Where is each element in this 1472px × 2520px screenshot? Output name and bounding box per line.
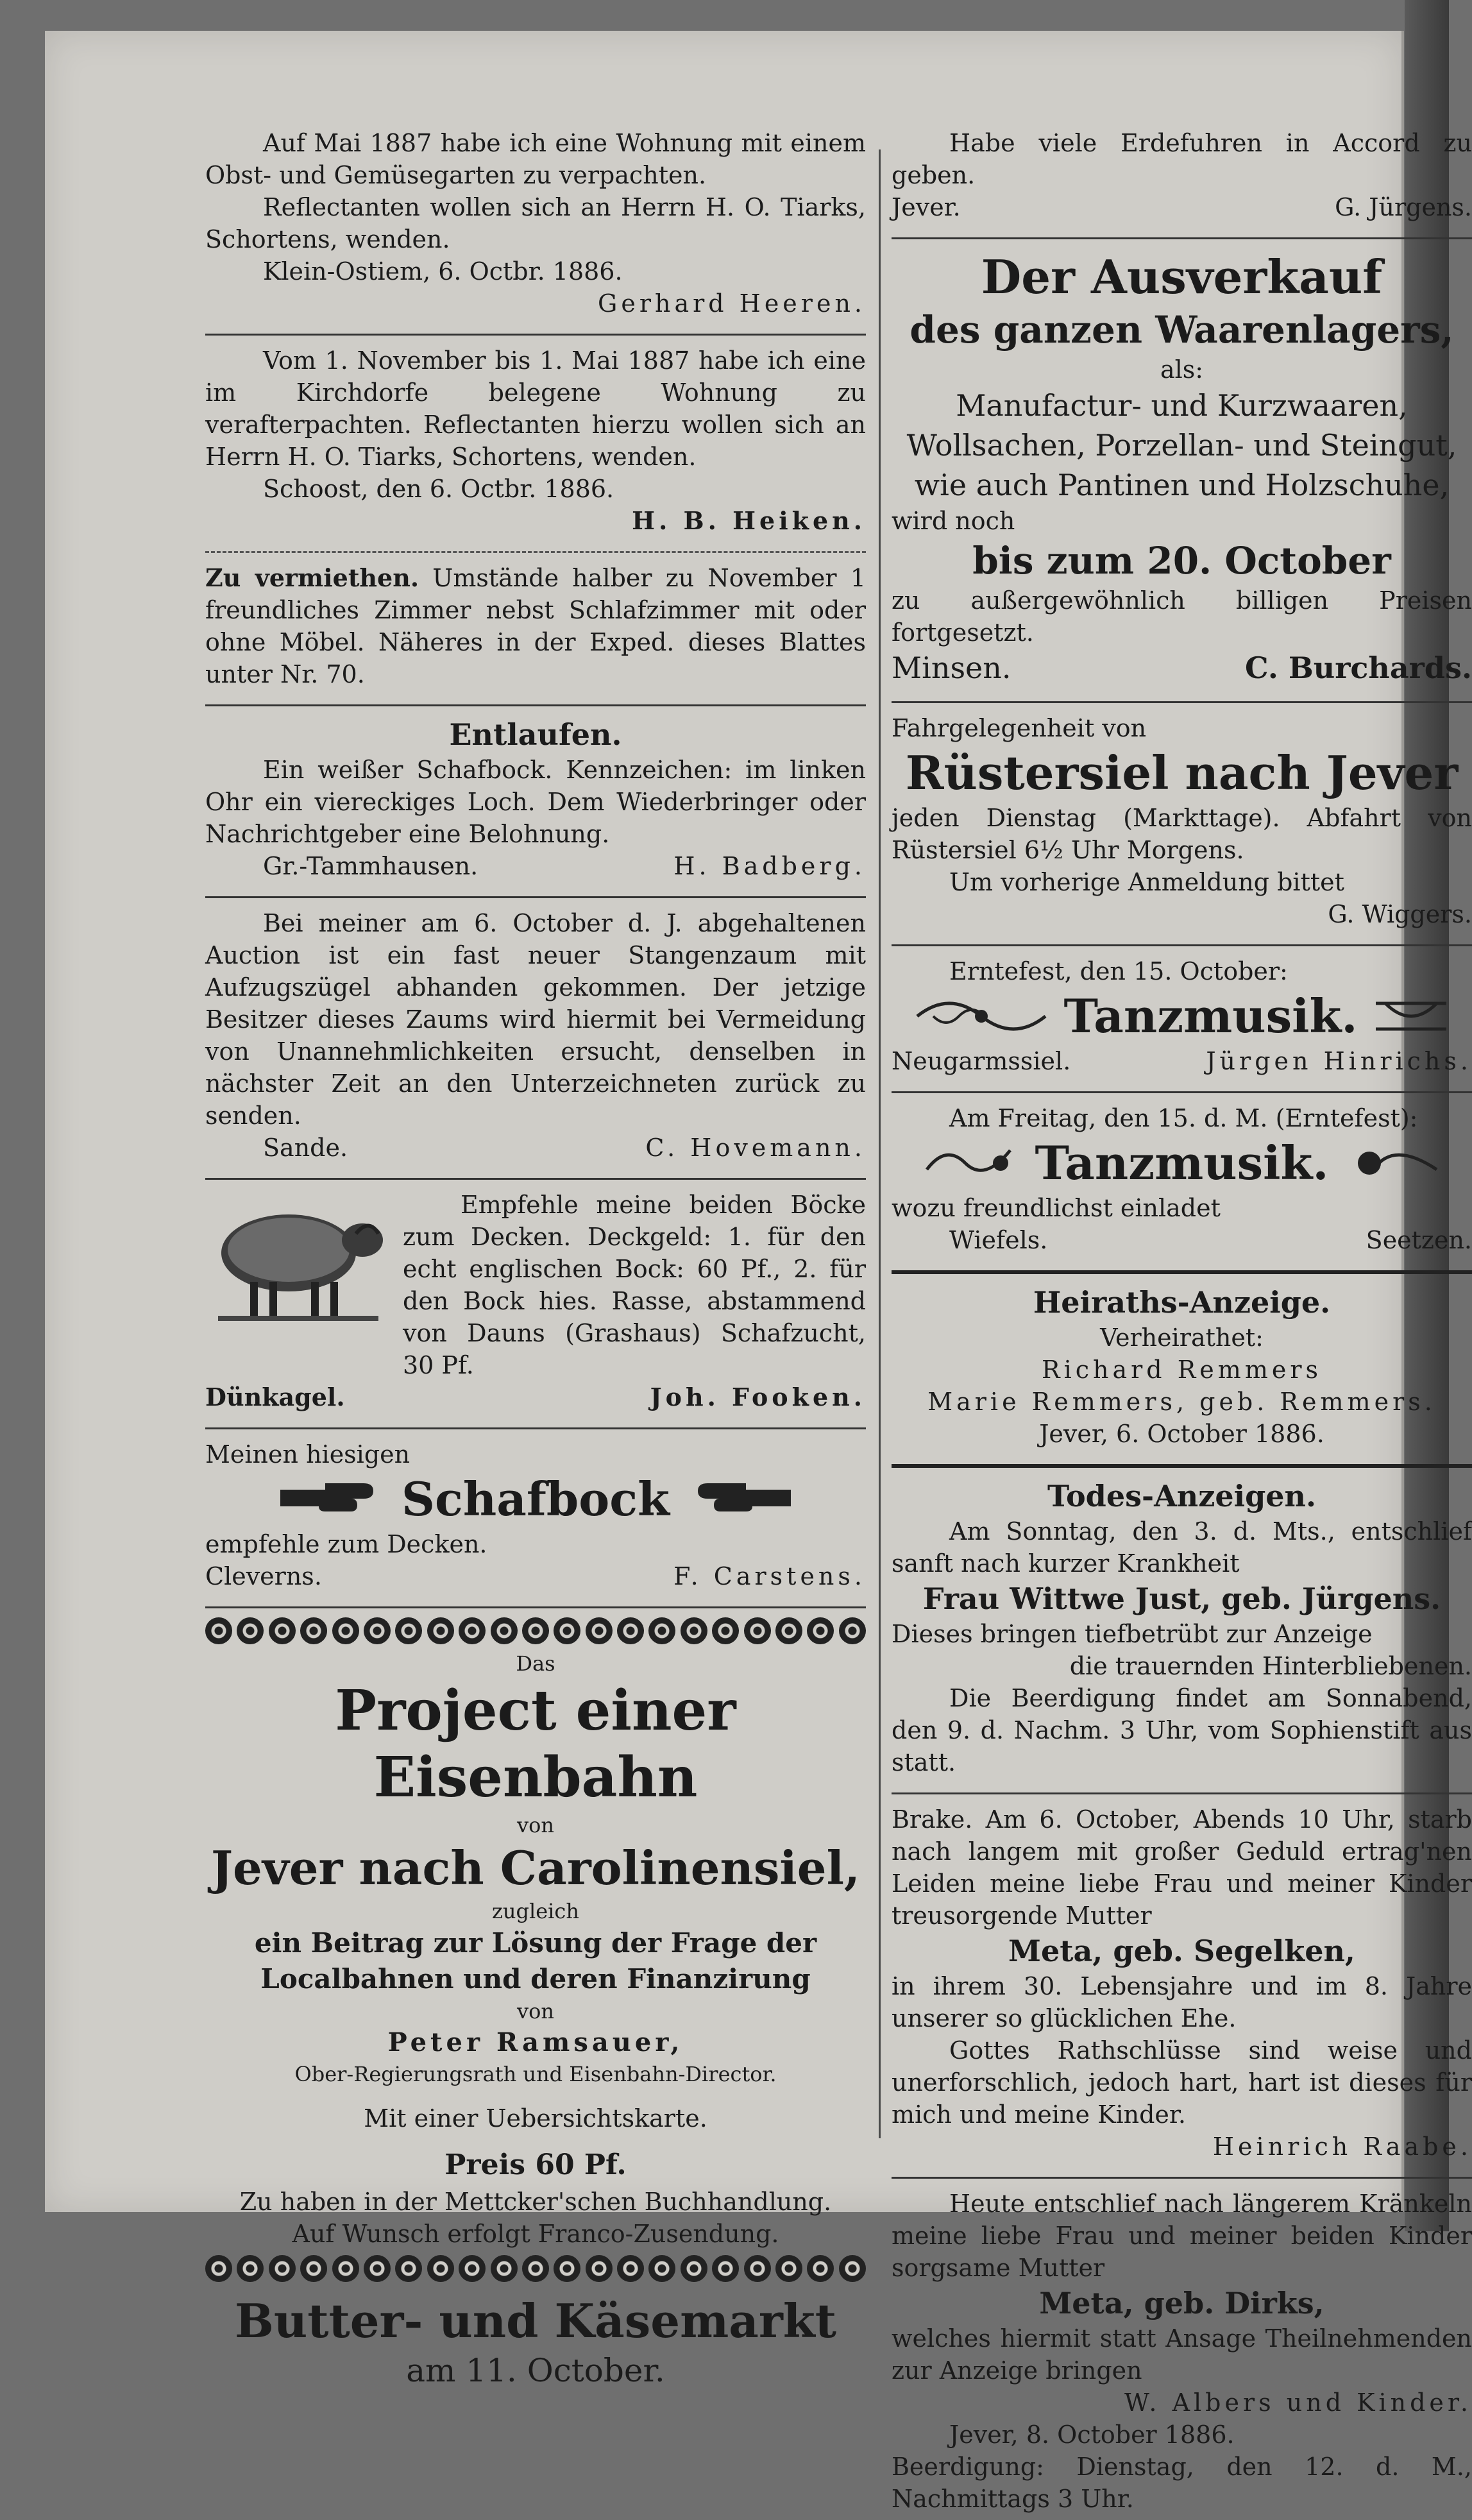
divider	[205, 334, 866, 336]
ad-text: Dieses bringen tiefbetrübt zur Anzeige	[892, 1620, 1373, 1648]
signer: Heinrich Raabe.	[1212, 2133, 1472, 2161]
book-price: Preis 60 Pf.	[444, 2149, 627, 2181]
ornament-border-top	[205, 1617, 866, 1644]
sale-title1: Der Ausverkauf	[981, 250, 1383, 304]
ad-title: Tanzmusik.	[1063, 989, 1358, 1043]
ad-text: jeden Dienstag (Markttage). Abfahrt von Rüstersiel 6½ Uhr Morgens.	[892, 804, 1472, 864]
place: Gr.-Tammhausen.	[263, 852, 478, 880]
ad-death-dirks	[892, 2188, 1472, 2520]
divider	[892, 237, 1472, 239]
name: Marie Remmers, geb. Remmers.	[927, 1388, 1436, 1416]
divider	[892, 944, 1472, 946]
divider	[205, 896, 866, 898]
divider	[205, 1606, 866, 1608]
ad-runaway-sheep	[205, 715, 866, 887]
ad-butter-market	[205, 2292, 866, 2396]
ring-ornament	[617, 2255, 644, 2282]
book-line2: Localbahnen und deren Finanzirung	[260, 1963, 811, 1995]
ad-room-rent	[205, 562, 866, 695]
ad-text: Auf Mai 1887 habe ich eine Wohnung mit einem Obst- und Gemüsegarten zu verpachten.	[205, 129, 866, 189]
ring-ornament	[586, 2255, 613, 2282]
ad-railway-book	[205, 1617, 866, 2292]
ring-ornament	[712, 2255, 739, 2282]
ad-dance-harvest	[892, 955, 1472, 1082]
ring-ornament	[807, 2255, 834, 2282]
burial-note: Beerdigung: Dienstag, den 12. d. M., Nachmittags 3 Uhr.	[892, 2453, 1472, 2513]
place-date: Klein-Ostiem, 6. Octbr. 1886.	[263, 257, 623, 285]
book-das: Das	[516, 1651, 555, 1676]
ring-ornament	[681, 1617, 707, 1644]
ad-text: Umstände halber zu November 1 freundliches Zimmer nebst Schlafzimmer mit oder ohne Möbel. Näheres in der Exped. dieses Blattes unter Nr. 70.	[205, 564, 866, 688]
ad-text: in ihrem 30. Lebensjahre und im 8. Jahre unserer so glücklichen Ehe.	[892, 1972, 1472, 2032]
deceased-name: Frau Wittwe Just, geb. Jürgens.	[922, 1581, 1441, 1616]
signer: Jürgen Hinrichs.	[1206, 1047, 1472, 1075]
deceased-name: Meta, geb. Dirks,	[1039, 2286, 1324, 2320]
ad-text: die trauernden Hinterbliebenen.	[1069, 1652, 1472, 1680]
ad-text: Gottes Rathschlüsse sind weise und unerforschlich, jedoch hart, hart ist dieses für mich und meine Kinder.	[892, 2036, 1472, 2129]
divider	[892, 1270, 1472, 1274]
pointing-hand-left-icon	[685, 1477, 794, 1522]
ring-ornament	[459, 1617, 486, 1644]
book-von: von	[517, 1813, 554, 1837]
ad-title: Todes-Anzeigen.	[1047, 1479, 1316, 1513]
ring-ornament	[807, 1617, 834, 1644]
place: Minsen.	[892, 651, 1011, 685]
flourish-ornament-icon	[1344, 1137, 1440, 1189]
sale-als: als:	[1160, 355, 1204, 384]
book-author-title: Ober-Regierungsrath und Eisenbahn-Director.	[294, 2062, 777, 2086]
market-title: Butter- und Käsemarkt	[234, 2294, 836, 2348]
deceased-name: Meta, geb. Segelken,	[1008, 1934, 1355, 1968]
ad-text: Reflectanten wollen sich an Herrn H. O. Tiarks, Schortens, wenden.	[205, 193, 866, 253]
sheep-illustration	[205, 1189, 391, 1330]
signer: H. B. Heiken.	[632, 506, 866, 535]
place: Cleverns.	[205, 1562, 322, 1590]
pointing-hand-right-icon	[277, 1477, 386, 1522]
ring-ornament	[364, 1617, 391, 1644]
ring-ornament	[300, 2255, 327, 2282]
ad-marriage	[892, 1283, 1472, 1455]
ring-ornament	[681, 2255, 707, 2282]
divider	[892, 1091, 1472, 1093]
ring-ornament	[395, 2255, 422, 2282]
place: Sande.	[263, 1134, 348, 1162]
ring-ornament	[775, 1617, 802, 1644]
ad-title: Entlaufen.	[449, 717, 622, 752]
ring-ornament	[269, 1617, 296, 1644]
divider	[892, 1464, 1472, 1468]
ad-stud-rams	[205, 1189, 866, 1418]
ad-lost-bridle	[205, 907, 866, 1169]
ring-ornament	[395, 1617, 422, 1644]
place-date: Schoost, den 6. Octbr. 1886.	[263, 475, 614, 503]
ring-ornament	[522, 1617, 549, 1644]
book-title: Project einer Eisenbahn	[335, 1678, 736, 1810]
sale-items: Manufactur- und Kurzwaaren, Wollsachen, Porzellan- und Steingut, wie auch Pantinen und Holzschuhe,	[906, 388, 1457, 502]
book-author: Peter Ramsauer,	[387, 2027, 684, 2057]
right-column	[892, 127, 1472, 2513]
left-column	[205, 127, 866, 2396]
book-map: Mit einer Uebersichtskarte.	[364, 2104, 707, 2133]
place-date: Jever, 8. October 1886.	[949, 2421, 1235, 2449]
ad-text: Bei meiner am 6. October d. J. abgehaltenen Auction ist ein fast neuer Stangenzaum mit Aufzugszügel abhanden gekommen. Der jetzige Besitzer dieses Zaums wird hiermit bei Vermeidung von Unannehmlichkeiten ersucht, denselben in nächster Zeit an den Unterzeichneten zurück zu senden.	[205, 909, 866, 1130]
ring-ornament	[554, 2255, 580, 2282]
ad-death-segelken	[892, 1803, 1472, 2168]
ring-ornament	[648, 2255, 675, 2282]
signer: Joh. Fooken.	[650, 1383, 866, 1411]
ring-ornament	[839, 2255, 866, 2282]
ring-ornament	[237, 2255, 264, 2282]
ad-dance-friday	[892, 1102, 1472, 1261]
book-line1: ein Beitrag zur Lösung der Frage der	[254, 1927, 817, 1959]
ad-intro: Meinen hiesigen	[205, 1440, 410, 1469]
divider	[205, 1178, 866, 1180]
ad-text: Brake. Am 6. October, Abends 10 Uhr, starb nach langem mit großer Geduld ertrag'nen Leiden meine liebe Frau und meiner Kinder treusorgende Mutter	[892, 1805, 1472, 1930]
ad-text: welches hiermit statt Ansage Theilnehmenden zur Anzeige bringen	[892, 2324, 1472, 2385]
ad-schafbock	[205, 1438, 866, 1597]
ring-ornament	[775, 2255, 802, 2282]
divider	[892, 1792, 1472, 1794]
signer: C. Burchards.	[1245, 651, 1472, 685]
ring-ornament	[491, 2255, 518, 2282]
signer: F. Carstens.	[673, 1562, 866, 1590]
book-shipping: Auf Wunsch erfolgt Franco-Zusendung.	[292, 2220, 779, 2248]
ring-ornament	[491, 1617, 518, 1644]
ad-lead: Zu vermiethen.	[205, 563, 419, 592]
signer: W. Albers und Kinder.	[1124, 2388, 1472, 2417]
ad-note: Um vorherige Anmeldung bittet	[949, 868, 1344, 896]
ring-ornament	[332, 1617, 359, 1644]
ad-text: wozu freundlichst einladet	[892, 1194, 1221, 1222]
ad-title: Schafbock	[402, 1472, 670, 1526]
divider	[892, 701, 1472, 703]
signer: Gerhard Heeren.	[597, 289, 866, 318]
ring-ornament	[205, 2255, 232, 2282]
ring-ornament	[427, 1617, 454, 1644]
ring-ornament	[237, 1617, 264, 1644]
ring-ornament	[427, 2255, 454, 2282]
column-divider	[879, 149, 881, 2138]
ad-apartment-lease	[205, 345, 866, 542]
ring-ornament	[744, 1617, 771, 1644]
ad-death-just	[892, 1477, 1472, 1784]
ring-ornament	[300, 1617, 327, 1644]
name: Richard Remmers	[1041, 1356, 1323, 1384]
book-subtitle: Jever nach Carolinensiel,	[210, 1841, 860, 1895]
ad-text: zu außergewöhnlich billigen Preisen fortgesetzt.	[892, 586, 1472, 647]
ad-title: Heiraths-Anzeige.	[1033, 1285, 1331, 1320]
ad-text: Die Beerdigung findet am Sonnabend, den 9. d. Nachm. 3 Uhr, vom Sophienstift aus statt.	[892, 1684, 1472, 1776]
ad-earthworks	[892, 127, 1472, 228]
ring-ornament	[712, 1617, 739, 1644]
ring-ornament	[332, 2255, 359, 2282]
flourish-ornament-icon	[1373, 991, 1450, 1042]
ad-title: Rüstersiel nach Jever	[905, 745, 1459, 800]
ad-intro: Am Freitag, den 15. d. M. (Erntefest):	[949, 1104, 1418, 1132]
flourish-ornament-icon	[924, 1137, 1020, 1189]
ad-title: Tanzmusik.	[1035, 1136, 1329, 1190]
signer: H. Badberg.	[673, 852, 866, 880]
divider	[892, 2177, 1472, 2179]
newspaper-page	[45, 31, 1472, 2513]
ring-ornament	[648, 1617, 675, 1644]
ad-sub: Verheirathet:	[1100, 1324, 1264, 1352]
place-date: Jever, 6. October 1886.	[1039, 1420, 1324, 1448]
divider	[205, 551, 866, 553]
flourish-ornament-icon	[914, 991, 1049, 1042]
ad-text: Empfehle meine beiden Böcke zum Decken. Deckgeld: 1. für den echt englischen Bock: 60 Pf., 2. für den Bock hies. Rasse, abstammend von Dauns (Grashaus) Schafzucht, 30 Pf.	[403, 1191, 866, 1379]
signer: Seetzen.	[1366, 1226, 1472, 1254]
market-date: am 11. October.	[406, 2352, 665, 2389]
book-von2: von	[517, 1999, 554, 2023]
signer: C. Hovemann.	[645, 1134, 866, 1162]
book-zugleich: zugleich	[492, 1899, 579, 1923]
sale-title2: des ganzen Waarenlagers,	[909, 308, 1454, 352]
ornament-border-bottom	[205, 2255, 866, 2282]
ring-ornament	[839, 1617, 866, 1644]
ring-ornament	[554, 1617, 580, 1644]
ring-ornament	[522, 2255, 549, 2282]
ring-ornament	[459, 2255, 486, 2282]
ad-text: Am Sonntag, den 3. d. Mts., entschlief sanft nach kurzer Krankheit	[892, 1517, 1472, 1578]
ring-ornament	[269, 2255, 296, 2282]
book-shop: Zu haben in der Mettcker'schen Buchhandlung.	[239, 2188, 832, 2216]
place: Jever.	[892, 193, 961, 221]
ad-intro: Fahrgelegenheit von	[892, 714, 1147, 742]
signer: G. Jürgens.	[1335, 193, 1472, 221]
place: Dünkagel.	[205, 1383, 345, 1411]
ad-intro: Erntefest, den 15. October:	[949, 957, 1288, 985]
ring-ornament	[744, 2255, 771, 2282]
ring-ornament	[586, 1617, 613, 1644]
ad-ferry	[892, 712, 1472, 935]
ad-clearance-sale	[892, 248, 1472, 692]
ad-text: Vom 1. November bis 1. Mai 1887 habe ich eine im Kirchdorfe belegene Wohnung zu verafterpachten. Reflectanten hierzu wollen sich an Herrn H. O. Tiarks, Schortens, wenden.	[205, 346, 866, 471]
sale-until: bis zum 20. October	[972, 539, 1391, 583]
ad-text: empfehle zum Decken.	[205, 1530, 487, 1558]
ring-ornament	[364, 2255, 391, 2282]
signer: G. Wiggers.	[1328, 900, 1472, 928]
place: Neugarmssiel.	[892, 1047, 1071, 1075]
ad-text: Ein weißer Schafbock. Kennzeichen: im linken Ohr ein viereckiges Loch. Dem Wiederbringer oder Nachrichtgeber eine Belohnung.	[205, 756, 866, 848]
ring-ornament	[205, 1617, 232, 1644]
divider	[205, 1427, 866, 1429]
divider	[205, 704, 866, 706]
ad-text: Heute entschlief nach längerem Kränkeln meine liebe Frau und meiner beiden Kinder sorgsame Mutter	[892, 2190, 1472, 2282]
sale-wird: wird noch	[892, 507, 1015, 535]
ad-garden-rent	[205, 127, 866, 325]
ring-ornament	[617, 1617, 644, 1644]
ad-text: Habe viele Erdefuhren in Accord zu geben.	[892, 129, 1472, 189]
place: Wiefels.	[949, 1226, 1048, 1254]
